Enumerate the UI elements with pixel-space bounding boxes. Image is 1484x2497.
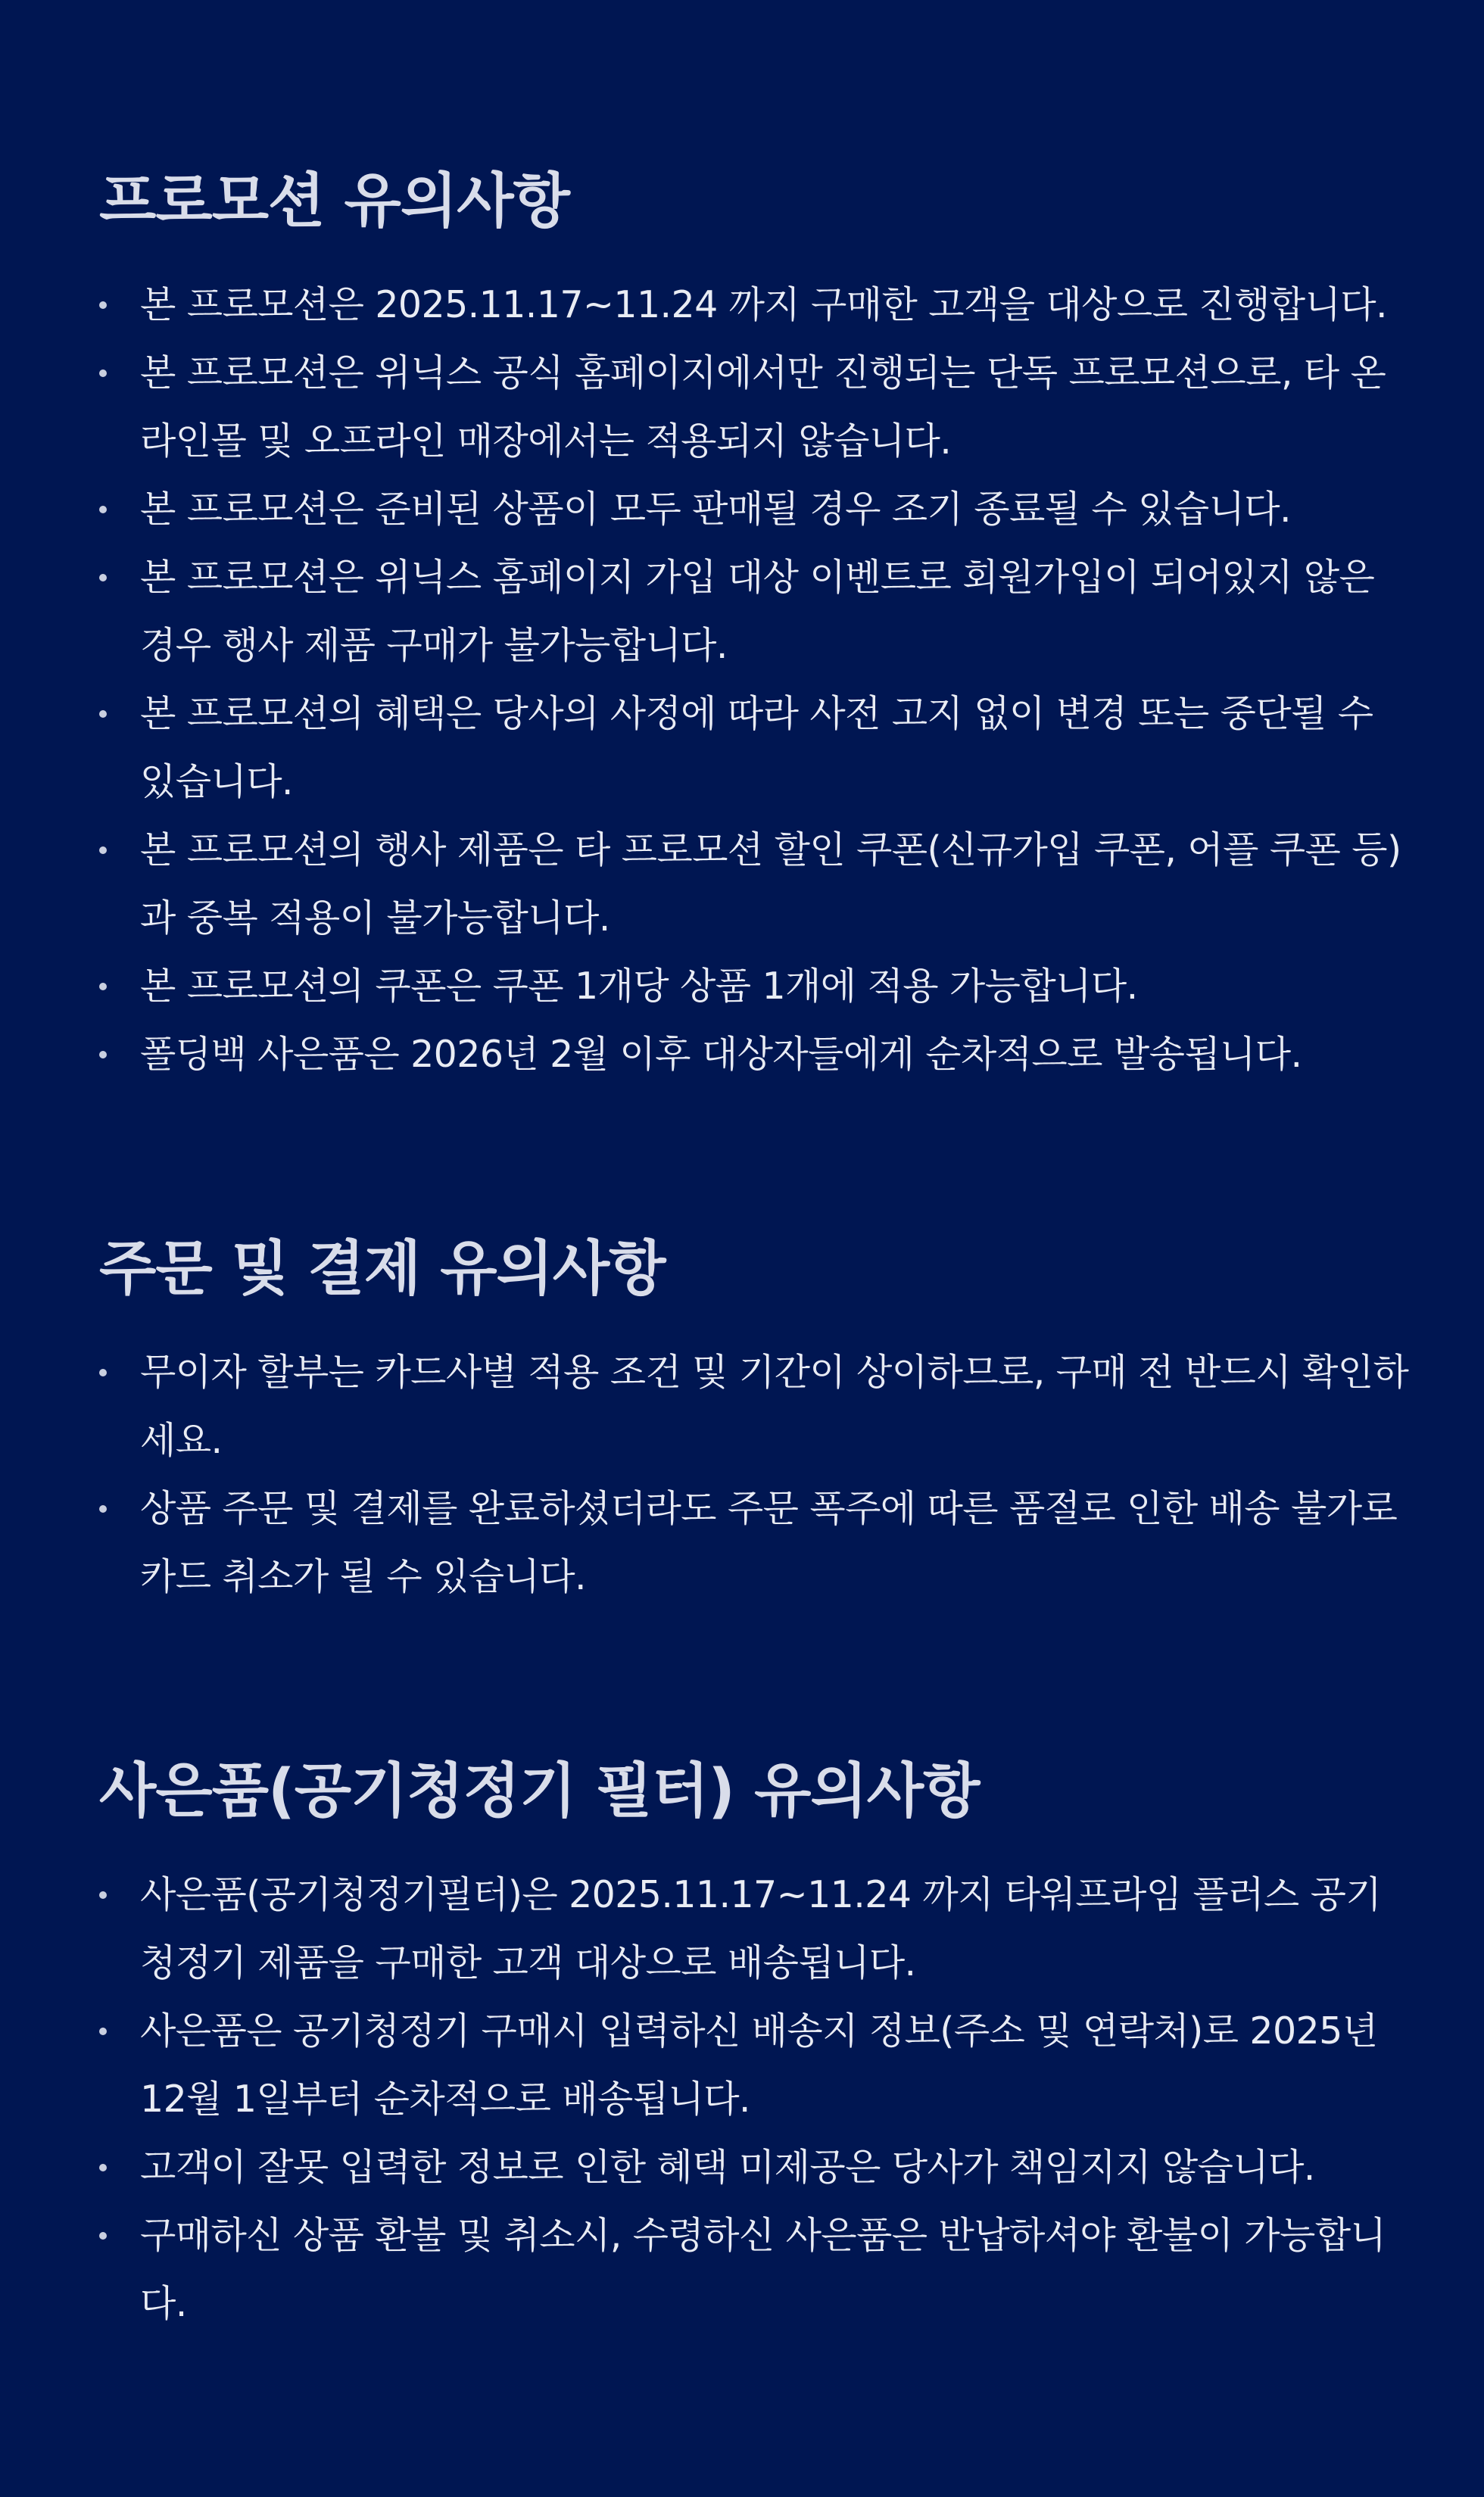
- list-item-text: 본 프로모션은 준비된 상품이 모두 판매될 경우 조기 종료될 수 있습니다.: [140, 488, 1292, 531]
- promotion-notice-section: [99, 162, 1411, 1089]
- list-item: [99, 2134, 1411, 2202]
- bullet-dot-icon: [99, 1891, 107, 1899]
- list-item-text: 사은품(공기청정기필터)은 2025.11.17~11.24 까지 타워프라임 플러스 공기청정기 제품을 구매한 고객 대상으로 배송됩니다.: [140, 1873, 1382, 1984]
- bullet-dot-icon: [99, 2232, 107, 2240]
- section-title: 프로모션 유의사항: [99, 167, 569, 235]
- section-title: 사은품(공기청정기 필터) 유의사항: [99, 1757, 980, 1825]
- list-item: [99, 339, 1411, 475]
- list-item: [99, 271, 1411, 339]
- order-payment-notice-section: [99, 1230, 1411, 1611]
- list-item: [99, 475, 1411, 544]
- notice-list: [99, 1339, 1411, 1611]
- section-title: 주문 및 결제 유의사항: [99, 1235, 666, 1303]
- bullet-dot-icon: [99, 1369, 107, 1376]
- bullet-dot-icon: [99, 846, 107, 854]
- bullet-dot-icon: [99, 1051, 107, 1058]
- list-item-text: 상품 주문 및 결제를 완료하셨더라도 주문 폭주에 따른 품절로 인한 배송 불가로 카드 취소가 될 수 있습니다.: [140, 1487, 1398, 1598]
- gift-notice-section: [99, 1752, 1411, 2338]
- list-item: [99, 1997, 1411, 2134]
- list-item-text: 고객이 잘못 입력한 정보로 인한 혜택 미제공은 당사가 책임지지 않습니다.: [140, 2146, 1315, 2189]
- bullet-dot-icon: [99, 1505, 107, 1513]
- bullet-dot-icon: [99, 369, 107, 377]
- list-item: [99, 952, 1411, 1021]
- list-item-text: 본 프로모션의 혜택은 당사의 사정에 따라 사전 고지 없이 변경 또는 중단될 수 있습니다.: [140, 692, 1373, 803]
- notice-list: [99, 1861, 1411, 2338]
- list-item-text: 폴딩백 사은품은 2026년 2월 이후 대상자들에게 순차적으로 발송됩니다.: [140, 1033, 1302, 1076]
- list-item-text: 본 프로모션의 행사 제품은 타 프로모션 할인 쿠폰(신규가입 쿠폰, 어플 쿠폰 등)과 중복 적용이 불가능합니다.: [140, 828, 1401, 940]
- notice-list: [99, 271, 1411, 1089]
- list-item-text: 무이자 할부는 카드사별 적용 조건 및 기간이 상이하므로, 구매 전 반드시 확인하세요.: [140, 1351, 1409, 1462]
- list-item: [99, 1861, 1411, 1997]
- bullet-dot-icon: [99, 710, 107, 718]
- list-item-text: 본 프로모션은 2025.11.17~11.24 까지 구매한 고객을 대상으로 진행합니다.: [140, 283, 1387, 326]
- list-item: [99, 544, 1411, 680]
- bullet-dot-icon: [99, 983, 107, 990]
- list-item-text: 본 프로모션은 위닉스 공식 홈페이지에서만 진행되는 단독 프로모션으로, 타 온라인몰 및 오프라인 매장에서는 적용되지 않습니다.: [140, 351, 1386, 463]
- list-item: [99, 680, 1411, 816]
- bullet-dot-icon: [99, 301, 107, 309]
- list-item: [99, 816, 1411, 952]
- list-item-text: 구매하신 상품 환불 및 취소시, 수령하신 사은품은 반납하셔야 환불이 가능합니다.: [140, 2214, 1386, 2325]
- list-item-text: 사은품은 공기청정기 구매시 입력하신 배송지 정보(주소 및 연락처)로 2025년 12월 1일부터 순차적으로 배송됩니다.: [140, 2009, 1378, 2121]
- list-item: [99, 1021, 1411, 1089]
- bullet-dot-icon: [99, 574, 107, 581]
- bullet-dot-icon: [99, 2164, 107, 2171]
- list-item-text: 본 프로모션의 쿠폰은 쿠폰 1개당 상품 1개에 적용 가능합니다.: [140, 965, 1138, 1008]
- bullet-dot-icon: [99, 2028, 107, 2035]
- list-item-text: 본 프로모션은 위닉스 홈페이지 가입 대상 이벤트로 회원가입이 되어있지 않은 경우 행사 제품 구매가 불가능합니다.: [140, 556, 1375, 667]
- bullet-dot-icon: [99, 506, 107, 513]
- list-item: [99, 1475, 1411, 1611]
- list-item: [99, 1339, 1411, 1475]
- list-item: [99, 2202, 1411, 2338]
